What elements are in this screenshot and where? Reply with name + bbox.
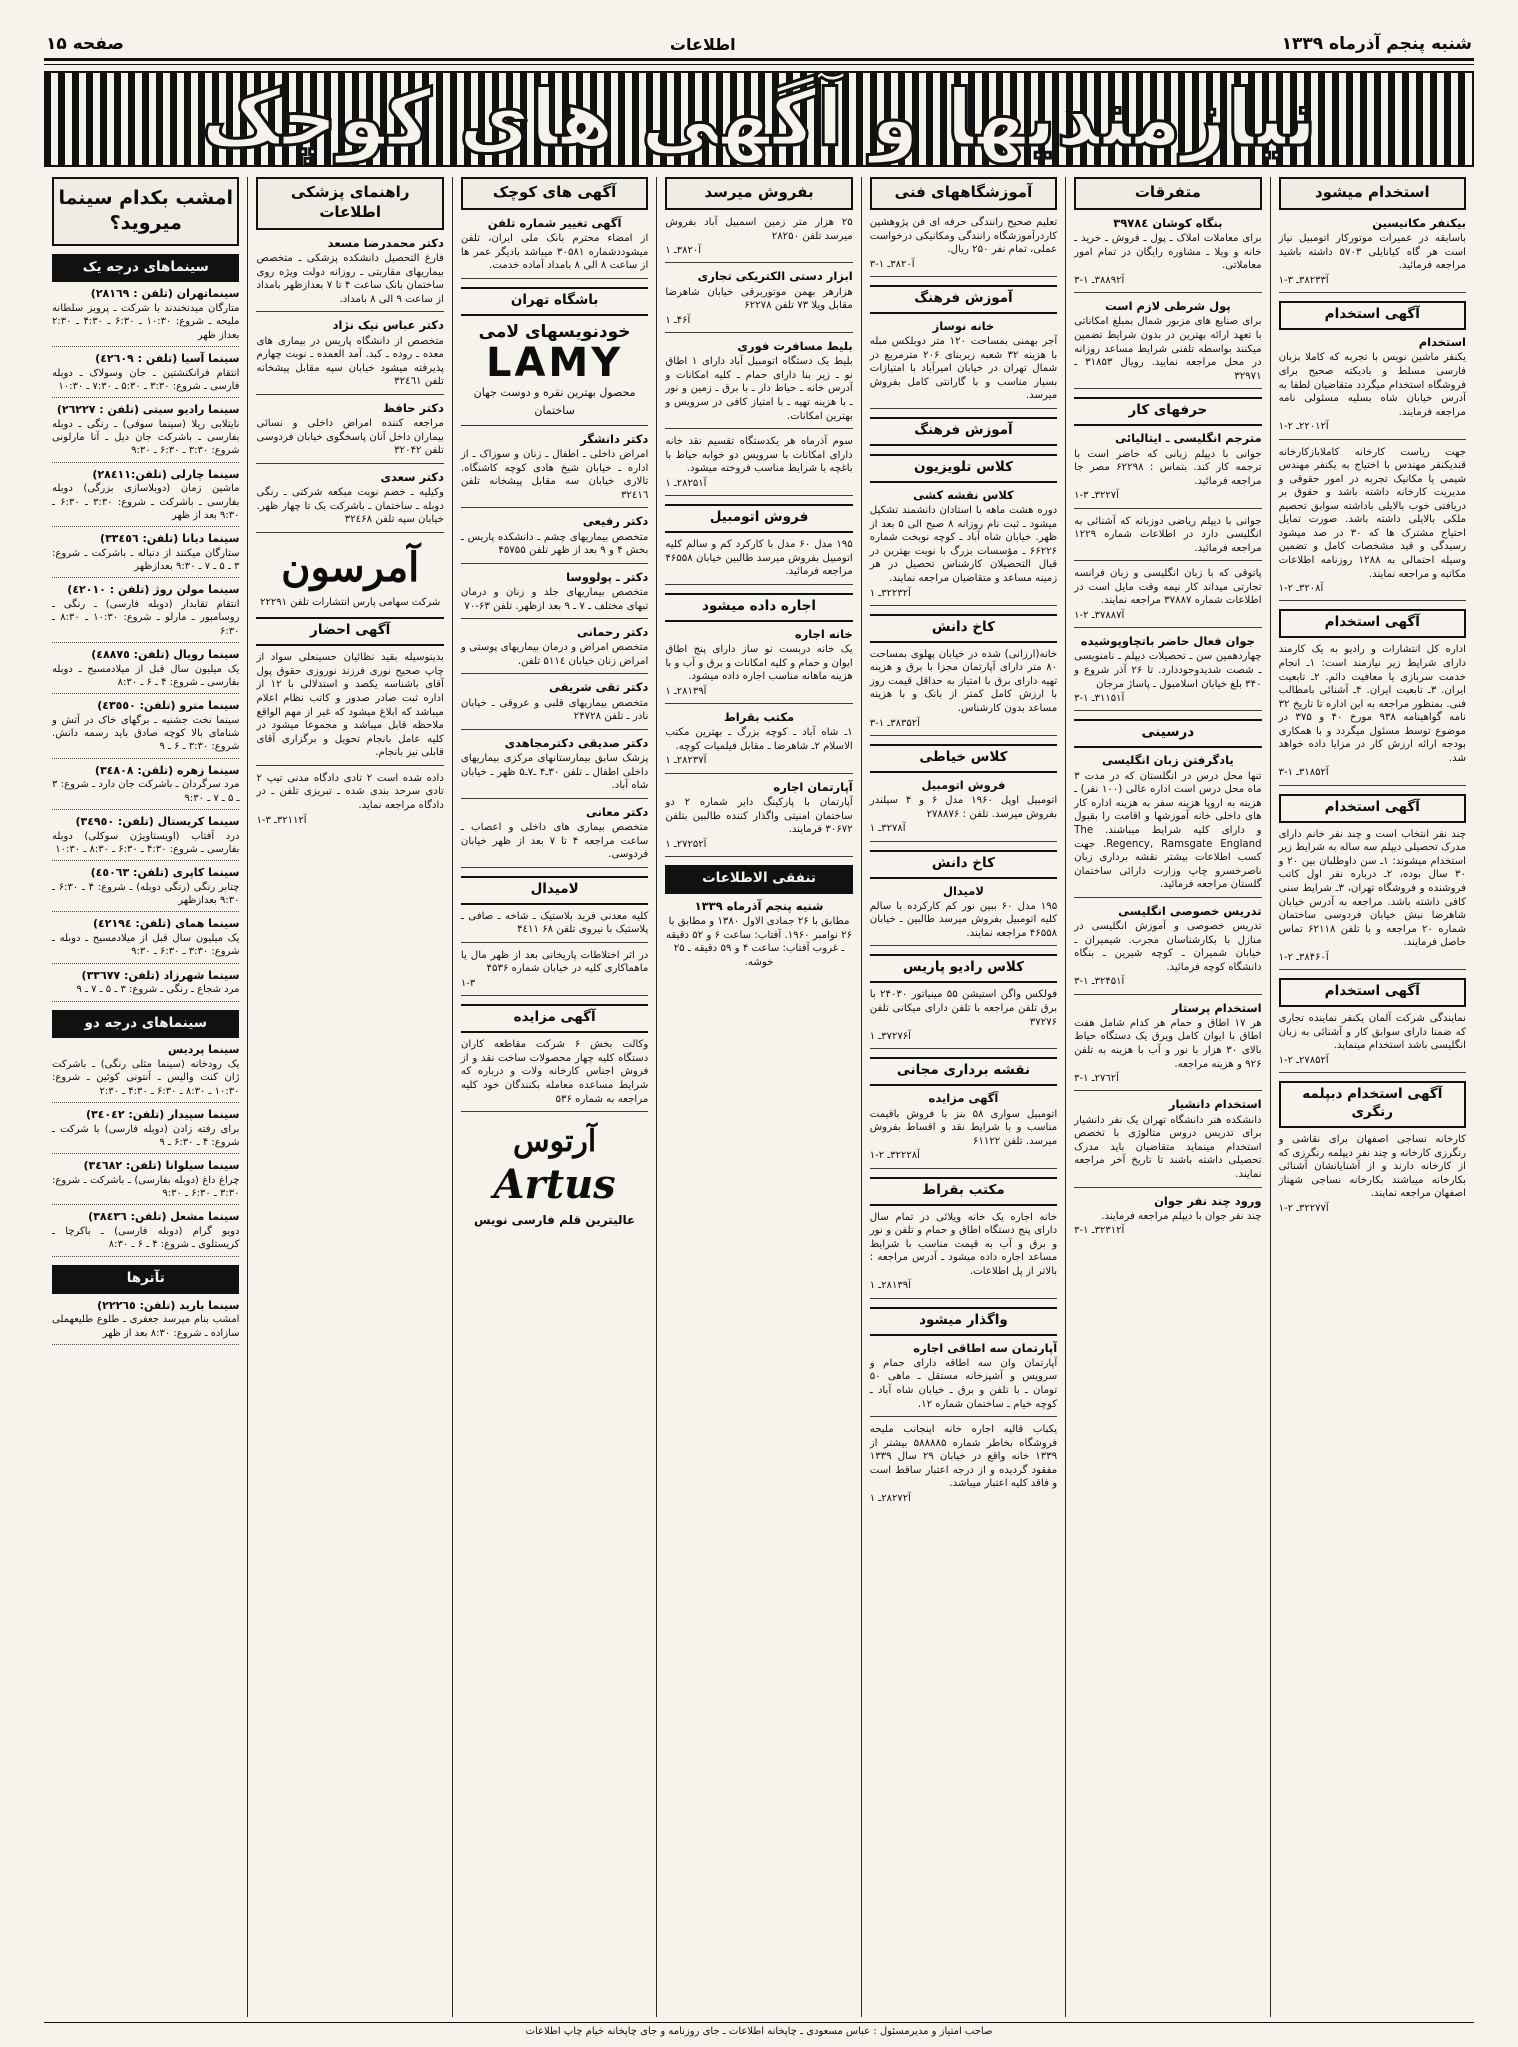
section-heading: کاخ دانش <box>870 614 1057 643</box>
section-heading: سینماهای درجه یک <box>52 254 239 283</box>
classified-ad <box>461 736 648 799</box>
classified-ad <box>870 1341 1057 1418</box>
classified-ad <box>461 949 648 996</box>
ad-code: آ۲۷۲۵۲ـ ۱ <box>665 838 707 850</box>
ameson-subtitle: شرکت سهامی پارس انتشارات تلفن ۲۲۲۹۱ <box>260 597 441 609</box>
classified-ad <box>461 910 648 943</box>
ad-code: آ۳۸۲۳۳ـ ۳-۱ <box>1278 274 1329 286</box>
cinema-name: سینما رادیو سیتی (تلفن : ۲٦٢٢٧) <box>56 403 240 417</box>
theatre-name: سینما بارید (تلفن: ۲۲۲٦٥) <box>97 1298 240 1312</box>
ad-title: آگهی مزایده <box>928 1091 999 1106</box>
page-header <box>0 0 1518 58</box>
doctor-details: متخصص از دانشگاه پاریس در بیماری های معده ـ روده ـ کبد. آمد العمده ـ نوبت چهارم پذیرفته میشود خیابان سپه مقابل پیشخانه تلفن ۳۲٤٦۱ <box>256 335 444 388</box>
section-heading: حرفهای کار <box>1074 397 1261 426</box>
classified-ad <box>870 1091 1057 1168</box>
section-heading: سینماهای درجه دو <box>52 1010 239 1039</box>
banner-title: نیازمندیها و آگهی های کوچک <box>201 74 1317 164</box>
column-cinemas <box>44 177 247 2017</box>
classified-ad <box>1074 1194 1261 1243</box>
ad-title: ابزار دستی الکتریکی تجاری <box>697 269 853 284</box>
classified-ad <box>461 514 648 563</box>
classified-ad <box>665 538 852 585</box>
ad-code: آ۳۸۴۶۰ـ ۲-۱ <box>1278 951 1329 963</box>
cinema-name: سینما کریستال (تلفن: ۳٤٩٥٠) <box>75 814 240 828</box>
ad-title: استخدام دانشیار <box>1168 1097 1262 1112</box>
cinema-showtimes: چراغ داغ (دوبله بفارسی) ـ باشرکت ـ شروع: ۳:۳۰ ـ ۶:۳۰ ـ ۹:۳۰ <box>52 1174 240 1200</box>
ad-code: آ۲۸۲۵۱ـ ۱ <box>665 477 707 489</box>
section-heading: نقشه برداری مجانی <box>870 1057 1057 1086</box>
ad-body: آجر بهمنی بمساحت ۱۲۰ متر دوبلکس مبله با هزینه ۳۲ شعبه زیربنای ۲۰۶ مترمربع در شمال تهران در خیابان امیرآباد با امتیازات بسیار مناسب و با گارانتی کامل بفروش میرسد. <box>869 336 1058 402</box>
classified-ad <box>1074 299 1261 389</box>
ad-code: آ۳۲۲۷ـ ۳-۱ <box>1074 490 1119 502</box>
cinema-showtimes: یک رودخانه (سینما مثلی رنگی) ـ باشرکت ژان کنت والیس ـ آنتونی کوئین ـ شروع: ۱۰:۳۰ ـ ۸:۳۰ ـ ۶:۳۰ ـ ۴:۳۰ ـ ۲:۳۰ <box>52 1059 240 1097</box>
column-small-ads <box>452 177 656 2017</box>
ad-body: متخصص بیماریهای چشم ـ دانشکده پاریس ـ بخش ۴ و ۹ بعد از ظهر تلفن ۴۵۷۵۵ <box>460 531 649 557</box>
cinema-showtimes: مرد سرگردان ـ باشرکت جان دارد ـ شروع: ۳ ـ ۵ ـ ۷ ـ ۹:۳۰ <box>52 779 240 804</box>
cinema-name: سینما مشعل (تلفن: ۳۸٤۳٦) <box>88 1210 240 1224</box>
cinema-name: سینما دیانا (تلفن: ۳۳٤٥٦) <box>100 532 240 546</box>
cinema-name: سینما مولن روژ (تلفن : ٤٢٠١٠) <box>67 583 240 597</box>
ad-body: یک خانه دربست نو ساز دارای پنج اطاق ایوان و حمام و کلیه امکانات و برق و آب و با هزینه ماهانه مناسب اجاره داده میشود. <box>665 644 853 683</box>
classified-ad <box>461 805 648 868</box>
classified-ad <box>870 319 1057 409</box>
section-heading: کلاس تلویزیون <box>870 454 1057 483</box>
ad-code: آ۳۲۰۸ـ ۲-۱ <box>1278 583 1324 595</box>
ad-title: استخدام <box>1418 335 1466 350</box>
doctor-details: مراجعه کننده امراض داخلی و نسائی بیماران داخل آنان پاسخگوی خیابان فردوسی تلفن ۳۲۰۴۲ <box>256 418 444 457</box>
cinema-name: سینما کاپری (تلفن: ٤٥٠٦٣) <box>90 866 240 880</box>
section-heading: راهنمای پزشکی اطلاعات <box>256 177 443 230</box>
ad-body: نمایندگی شرکت آلمان یکنفر نماینده تجاری که ضمنا دارای سوابق کار و آشنائی به زبان انگلیسی باشد استخدام مینماید. <box>1278 1013 1466 1052</box>
section-heading: درسینی <box>1074 719 1261 748</box>
section-heading: آگهی استخدام دبپلمه رتگری <box>1279 1081 1466 1128</box>
cinema-name: سینما سیلوانا (تلفن: ۳٤٦٨٢) <box>83 1159 240 1173</box>
cinema-showtimes: مرد شجاع ـ رنگی ـ شروع: ۳ ـ ۵ ـ ۷ ـ ۹ <box>76 984 240 996</box>
doctor-name: دکتر سعدی <box>380 469 444 484</box>
section-heading: استخدام میشود <box>1279 177 1466 210</box>
cinema-listing <box>52 699 239 759</box>
ad-body: متخصص بیماریهای قلبی و عروقی ـ خیابان نادر ـ تلفن ۲۴۷۲۸ <box>460 697 649 723</box>
cinema-listing <box>52 1159 239 1205</box>
cinema-name: سینماتهران (تلفن : ۲۸۱٦۹) <box>90 287 240 301</box>
cinema-showtimes: یک میلیون سال قبل از میلادمسیح ـ دوبله بفارسی ـ شروع: ۴ ـ ۶ ـ ۸:۳۰ <box>52 663 240 688</box>
ad-body: یکنفر ماشین نویس با تجربه که کاملا بزبان فارسی مسلط و بادیکته صحیح برای فروشگاه استخدام میگردد متقاضیان لطفا به آدرس خیابان شاه بسلیه مسئولی نامه مراجعه فرمایند. <box>1278 352 1466 418</box>
lamy-title-en: LAMY <box>485 340 624 387</box>
ad-title: بیکنفر مکانیسین <box>1372 215 1466 230</box>
ad-code: آ۲۸۲۷۲ـ ۱ <box>869 1492 911 1504</box>
classified-ad <box>461 570 648 619</box>
ad-body: کلیه معدنی فرید بلاستیک ـ شاخه ـ صافی ـ پلاستیک با نیروی تلفن ۶۸ ۴٤۱۱ <box>460 910 649 936</box>
ad-body: جهت ریاست کارخانه کاملابازکارخانه قندیکنفر مهندس با اختیاج به یکنفر مهندس شیمی یا مکانیک تجربه در امور حقوقی و مدیریت کارخانه داشته باشد و حقوق بر دریافتی خوب بالایلی باداشته سوابق تحصیم ملکی بالایلی داشته باشد. صورت تمایل احتیاج مشترک ها که ۳۰ در صد میشود رسیدگی و قید مشخصات کامل و تضمین وسیله احتمالی به ۱۲۸۸ روزنامه اطلاعات مکاتبه و مراجعه نمایند. <box>1278 446 1467 580</box>
classified-ad <box>665 780 852 857</box>
ad-title: خانه اجاره <box>794 626 853 641</box>
section-heading: آگهی استخدام <box>1279 609 1466 638</box>
ad-title: پول شرطی لازم است <box>1105 299 1231 314</box>
ad-body: باسابقه در عمیرات موتورکار اتومبیل نیاز است هر گاه کیانایلی ۵۷۰۳ داشته باشید مراجعه فرمائید. <box>1278 233 1466 272</box>
classified-ad <box>1279 335 1466 439</box>
cinema-listing <box>52 352 239 398</box>
classified-ad <box>870 988 1057 1049</box>
ad-body: در اثر اختلاطات پاریخانی بعد از ظهر مال یا ماهماکاری کلیه در خیابان شماره ۴۵۳۶ <box>460 949 649 975</box>
doctor-details: فارغ التحصیل دانشکده پزشکی ـ متخصص بیماریهای مقاربتی ـ روزانه دولت ویژه روی ساختمان بانک ساعت ۴ تا ۷ بعدازظهر بامداد از ساعت ۹ الی ۸ بامداد. <box>256 253 444 305</box>
cinema-listing <box>52 764 239 810</box>
ad-body: تعلیم صحیح رانندگی حرفه ای فن پژوهشین کاردرآموزشگاه رانندگی ومکانیکی درخواست عملی، تمام نفر ۲۵۰ ریال. <box>869 216 1058 256</box>
ad-body: جوانی با دیپلم ریاضی دوزبانه که آشنائی به انگلیسی دارد در اطلاعات شماره ۱۲۲۹ مراجعه فرمائید. <box>1074 515 1262 554</box>
classified-ad <box>461 216 648 279</box>
ad-code: ۱-۳ <box>460 978 476 990</box>
cinema-listing <box>52 648 239 694</box>
doctor-details: وکیلیه ـ خضم نوبت مبکعه شرکتی ـ رنگی دوبله ـ ساختمان ـ باشرکت یک تا چهار ظهر. خیابان سپه تلفن ۳۲٤۶۸ <box>256 487 444 526</box>
ad-body: فولکس واگن استیشن ۵۵ مینیاتور ۲۴۰۳۰ با برق تلفن مراجعه با تلفن دارای میکانی تلفن ۳۷۲۷۶ <box>869 989 1058 1028</box>
ad-code: آ۳۷۸۸۷ـ ۲-۱ <box>1074 609 1125 621</box>
classified-ad <box>461 680 648 729</box>
ad-body: هزارهر بهمن موتوربرقی خیابان شاهرضا مقابل ویلا ۷۳ تلفن ۶۲۲۷۸ <box>665 286 853 312</box>
cinema-listing <box>52 468 239 528</box>
ad-code: آ۳۲۳۱۲ـ ۱-۳ <box>1074 1225 1125 1237</box>
ad-code: آ۳۲۴۵۱ـ ۱-۳ <box>1074 976 1125 988</box>
classified-ad <box>665 216 852 263</box>
classified-ad <box>1074 634 1261 711</box>
doctor-listing <box>256 236 443 313</box>
theatre-listing <box>52 1299 239 1345</box>
ad-body: بدینوسیله بقید نظائیان حسینعلی سواد از چاپ صحیح نوری فرزند نوروزی حقوق پول آقای باشناسه یکصد و استدلالی با ۱۲ از اداره ثبت صادر صدور و کاتب نظام اعلام میباشد که ابلاغ میشود که غیر از مهم الواقع ملاحظه قابل میباشد و مجموعا میشود در کلیه عامل بانجام تحویل و برگزاری آقای قابلی نیز بانجام. <box>256 652 444 759</box>
classified-ad <box>1279 1133 1466 1220</box>
classified-ad <box>1074 567 1261 628</box>
cinema-name: سینما زهره (تلفن: ۳٤٨٠٨) <box>94 763 240 777</box>
ad-code: آ۳۸۲۰ـ ۱-۳ <box>869 258 915 270</box>
doctor-listing <box>256 318 443 395</box>
classified-ad <box>870 1423 1057 1510</box>
ad-body: چند نفر جوان با دیپلم مراجعه فرمایند. <box>1101 1210 1262 1222</box>
section-heading: متفرقات <box>1074 177 1261 210</box>
cinema-name: سینما شهرزاد (تلفن: ۳۳٦۷۷) <box>81 968 240 982</box>
cinema-showtimes: ستارگان میکنند از دنباله ـ باشرکت ـ شروع: ۳ ـ ۵ ـ ۷ ـ ۹:۳۰ بعدازظهر <box>52 547 240 573</box>
ad-title: یادگرفتن زبان انگلیسی <box>1102 753 1234 768</box>
ad-title: دکتر تقی شریفی <box>548 680 649 695</box>
lamy-sub1: محصول بهترین نقره و دوست جهان <box>473 386 636 400</box>
ad-body: اتومبیل سواری ۵۸ بنز با فروش باقیمت مناسب و با شرایط نقد و اقساط بفروش میرسد. تلفن ۶۱۱۲۲ <box>869 1108 1058 1147</box>
artus-title-fa: آرتوس <box>512 1124 597 1160</box>
ad-body: متخصص بیماریهای جلد و زنان و درمان تبهای مختلف ـ ۷ ـ ۹ بعد ازظهر. تلفن ۶۳-۷۰ <box>460 586 649 612</box>
classified-ad <box>1074 515 1261 562</box>
cinema-showtimes: دویو گرام (دوبله فارسی) ـ باکرچا ـ کریستلوی ـ شروع: ۴ ـ ۶ ـ ۸:۳۰ <box>52 1226 240 1251</box>
section-heading: تنفقی الاطلاعات <box>665 865 852 894</box>
ad-body: دوره هشت ماهه با استادان دانشمند تشکیل میشود ـ ثبت نام روزانه ۸ صبح الی ۵ بعد از ظهر. خیابان شاه آباد ـ کوچه نوبخت شماره ۶۶۲۲۶ ـ مؤسسات بزرگ با نوبت بهترین در قبال التحصیلان کارشناس تحصیل در هر زمینه مساعد و متقاضیان مراجعه نمایند. <box>869 505 1058 584</box>
ad-code: آ۳۸۸۹۲ـ ۱-۳ <box>1074 274 1125 286</box>
ad-code: آ۲۷۸۵۲ـ ۲-۱ <box>1278 1054 1329 1066</box>
doctor-listing <box>256 401 443 464</box>
ad-title: فروش اتومبیل <box>921 777 1006 792</box>
ad-title: دکتر دانشگر <box>580 431 649 446</box>
section-heading: لامیدال <box>461 876 648 905</box>
ad-title: مترجم انگلیسی ـ ایتالیائی <box>1115 431 1262 446</box>
ad-code: آ۳۱۸۵۲ـ ۱-۳ <box>1278 767 1329 779</box>
classified-ad <box>461 625 648 674</box>
section-heading: مکتب بقراط <box>870 1177 1057 1206</box>
ad-body: خانه اجاره یک خانه ویلائی در تمام سال دارای پنج دستگاه اطاق و حمام و تلفن و نور و برق و آب به قیمت مناسب با شرایط مساعد اجاره داده میشود ـ آدرس مراجعه : بالاتر از پل اطلاعات. <box>869 1211 1058 1277</box>
cinema-name: سینما مترو (تلفن: ٤٣٥٥٠) <box>97 699 240 713</box>
almanac-date: شنبه پنجم آذرماه ۱۳۳۹ <box>694 898 824 913</box>
section-heading: آگهی مزایده <box>461 1004 648 1033</box>
column-education <box>861 177 1065 2017</box>
cinema-listing <box>52 917 239 963</box>
classified-ad <box>665 627 852 704</box>
ad-title: جوان فعال حاضر باتچاوپوشیده <box>1080 634 1255 649</box>
classified-ad <box>1074 431 1261 508</box>
ad-body: از امضاء محترم بانک ملی ایران، تلفن میشوددشماره ۳۰۵۸۱ میباشد بادیگر عمر ها از ساعت ۸ الی ۸ بامداد آماده خدمت. <box>460 233 649 272</box>
classified-ad <box>870 488 1057 606</box>
classified-ad <box>870 884 1057 947</box>
classified-ad <box>1074 1097 1261 1187</box>
cinema-listing <box>52 866 239 912</box>
ad-title: تدریس خصوصی انگلیسی <box>1118 903 1262 918</box>
ameson-title: آمرسون <box>281 543 420 591</box>
artus-title-en: Artus <box>493 1160 616 1208</box>
ad-title: دکتر رحمانی <box>576 625 649 640</box>
ad-title: خانه نوساز <box>932 318 995 333</box>
ad-body: بلیط یک دستگاه اتومبیل آباد دارای ۱ اطاق نو ـ زیر بنا دارای حمام ـ کلیه امکانات و آدرس خانه ـ حیاط دار ـ با برق ـ زمین و نور ـ با هزینه تهیه ـ با امتیاز کافی در سرویس و بهترین امکانات. <box>665 356 853 422</box>
classified-ad <box>461 1038 648 1112</box>
ad-body: آپارتمان با پارکینگ دایر شماره ۲ دو ساختمان امنیتی واگذار کننده طالبین بتلفن ۳۰۶۷۲ فرمایند. <box>665 796 853 836</box>
classified-ad <box>870 778 1057 842</box>
ad-body: برای صنایع های مزبور شمال بمبلغ امکاناتی با تعهد ارائه بهترین در بدون شرایط تضمین میکنند بواسطه تلفنی شرایط مساعد روزانه در محل مراجعه نمایید. رویال ۳۱۸۵۳ ـ ۳۲۹۷۱ <box>1074 316 1262 382</box>
header-page-number: صفحه ۱۵ <box>46 34 124 54</box>
classified-ad <box>665 710 852 774</box>
cinema-name: سینما رویال (تلفن: ٤٨٨٧٥) <box>91 647 240 661</box>
section-heading: فروش اتومبیل <box>665 504 852 533</box>
cinema-showtimes: سینما نخت جشنیه ـ برگهای خاک در آتش و شنامای بالا کوچه صادق باید رسمه دانش. شروع: ۳:۳۰ ـ ۶ ـ ۹ <box>52 714 240 753</box>
ad-title: دکتر ـ پولووسا <box>566 569 649 584</box>
classified-ad <box>1279 1012 1466 1073</box>
ad-body: امراض داخلی ـ اطفال ـ زنان و سوزاک ـ از اداره ـ خیابان شیخ هادی کوچه کاشنگاه. تالاری خیابان سه مقابل پیشخانه تلفن ۳۲٤۱٦ <box>460 449 649 501</box>
ad-body: ۲۵ هزار متر زمین اسمبیل آباد بفروش میرسد تلفن ۲۸۲۵۰ <box>665 216 853 242</box>
classifieds-banner <box>44 71 1474 167</box>
section-heading: آگهی استخدام <box>1279 301 1466 330</box>
section-heading: آموزشگاههای فنی <box>870 177 1057 210</box>
header-date: شنبه پنجم آذرماه ۱۳۳۹ <box>1281 34 1472 54</box>
section-heading: آگهی استخدام <box>1279 794 1466 823</box>
classified-ad <box>1279 828 1466 970</box>
ad-code: آ۳۸۳۵۲ـ ۱-۳ <box>869 717 920 729</box>
almanac-block <box>665 899 852 975</box>
ad-title: آپارتمان سه اطاقی اجاره <box>913 1340 1058 1355</box>
ad-body: چند نفر انتخاب است و چند نفر خانم دارای مدرک تحصیلی دیپلم سه ساله به شرایط زیر استخدام میشوند: ۱ـ سن داوطلبان بین ۲۰ و ۳۰ سال بوده، ۲ـ درباره نفر اول کاتب فروشنده و فروشگاه تهران، ۳ـ شرایط سنی کافی داشته باشد. مراجعه به آدرس خیابان شاهرضا نبش خیابان فردوسی ساختمان شماره ۲۰ مراجعه و با تلفن ۶۲۱۱۸ تماس حاصل فرمایند. <box>1278 828 1466 949</box>
cinema-listing <box>52 532 239 578</box>
section-heading: اجاره داده میشود <box>665 593 852 622</box>
lamy-advertisement <box>461 321 648 426</box>
ad-body: متخصص امراض و درمان بیماریهای پوستی و امراض زنان خیابان ۵۱۱٤ تلفن. <box>460 642 649 667</box>
section-heading: کلاس رادیو پاریس <box>870 954 1057 983</box>
ad-title: دکتر رفیعی <box>582 514 649 529</box>
cinema-showtimes: ماشین زمان (دوبلاسازی بزرگی) دوبله بفارسی ـ باشرکت ـ شروع: ۳:۳۰ ـ ۶:۳۰ ـ ۹:۳۰ بعد از ظهر <box>52 483 240 521</box>
classified-ad <box>870 648 1057 736</box>
ad-body: آپارتمان وان سه اطاقه دارای حمام و سرویس و آشپزخانه مستقل ـ ماهی ۵۰ تومان ـ با تلفن و برق ـ خیابان شاه آباد ـ کوچه خیام ـ ساختمان شماره ۱۲. <box>869 1357 1058 1410</box>
ad-body: دانشکده هنر دانشگاه تهران یک نفر دانشیار برای تدریس دروس متالوژی با تخصص استخدام مینماید متقاضیان باید مدرک تحصیلی داشته باشند تا تاریخ آخر مراجعه نمایند. <box>1074 1114 1262 1180</box>
ad-code: آ۳۸۲۰ـ ۱ <box>665 245 702 257</box>
section-heading: بفروش میرسد <box>665 177 852 210</box>
cinema-name: سینما همای (تلفن: ٤٢١٩٤) <box>92 917 240 931</box>
ad-body: متخصص بیماری های داخلی و اعصاب ـ ساعت مراجعه ۴ تا ۷ بعد از ظهر خیابان فردوسی. <box>460 822 649 861</box>
cinema-name: سینما آسیا (تلفن : ٤٢٦٠٩) <box>95 352 240 365</box>
page-footer: صاحب امتیاز و مدیرمسئول : عباس مسعودی ـ چاپخانه اطلاعات ـ جای روزنامه و جای چاپخانه خیام چاپ اطلاعات <box>44 2022 1474 2037</box>
ad-body: برای معاملات املاک ـ پول ـ فروش ـ خرید ـ خانه و ویلا ـ مشاوره رایگان در تمام امور معاملاتی. <box>1074 233 1262 272</box>
cinema-showtimes: درد آفتاب (اویستاویژن سوکلی) دوبله بفارسی ـ شروع: ۴:۳۰ ـ ۶:۳۰ ـ ۸:۳۰ ـ ۱۰:۳۰ <box>52 830 240 855</box>
classified-ad <box>256 772 443 832</box>
ad-body: کارخانه نساجی اصفهان برای نقاشی و رنگرزی کارخانه و چند نفر دیپلمه رنگرزی که از کارخانه دارند و از آشنایانشان آشنائی بکارخانه میباشند بکارخانه نساجی شهناز اصفهان مراجعه نمایند. <box>1278 1133 1466 1200</box>
doctor-name: دکتر حافظ <box>382 400 444 415</box>
classified-ad <box>256 651 443 766</box>
ad-title: آپارتمان اجاره <box>773 779 853 794</box>
classified-ad <box>870 216 1057 277</box>
lamy-title-fa: خودنویسهای لامی <box>478 321 631 342</box>
cinema-showtimes: انتقام تقابدار (دوبله فارسی) ـ رنگی ـ روسامبور ـ مارلو ـ شروع: ۱۰:۳۰ ـ ۸:۳۰ ـ ۶:۳۰ <box>52 599 240 637</box>
ad-body: سوم آذرماه هر یکدستگاه تقسیم نقد خانه دارای امکانات با سرویس دو خوابه حیاط با باغچه با شرایط مناسب فروخته میشود. <box>665 436 853 475</box>
section-heading: آموزش فرهنگ <box>870 417 1057 446</box>
ad-code: آ۳۲۲۳۲ـ ۱ <box>869 587 911 599</box>
ad-body: جوانی با دیپلم زبانی که حاضر است با ترجمه کار کند. بتماس : ۶۲۲۹۸ مصر جا مراجعه فرمائید. <box>1074 448 1262 487</box>
section-heading: تآترها <box>52 1265 239 1294</box>
classified-ad <box>870 1211 1057 1299</box>
lamy-sub2: ساختمان <box>534 404 575 418</box>
column-employment <box>1270 177 1474 2017</box>
cinema-listing <box>52 287 239 347</box>
cinema-name: سینما پردیس <box>168 1043 240 1057</box>
section-heading: کلاس خیاطی <box>870 744 1057 773</box>
ad-body: اداره کل انتشارات و رادیو به یک کارمند دارای شرایط زیر نیازمند است: ۱ـ انجام خدمت سربازی یا معافیت دائم. ۲ـ تابعیت ایران. ۳ـ تابعیت ایران. ۴ـ آشنائی بامطالب فنی. بمنظور مراجعه به این اداره تا تاریخ ۳۲ نامه گواهینامه ۹۳۸ مورخ ۴۰ و ۳۷۵ در موضوع توسط مسئول میگردد و با همکاری بودجه ارائه ارزش کار در مزایا داده خواهد شد. <box>1278 644 1467 764</box>
artus-subtitle: عالیترین قلم فارسی نویس <box>474 1213 636 1228</box>
cinema-showtimes: انتقام فرانکنشتین ـ جان وسولاک ـ دوبله فارسی ـ شروع: ۳:۳۰ ـ ۵:۳۰ ـ ۷:۳۰ ـ ۱۰:۳۰ <box>52 367 240 392</box>
section-heading: کاخ دانش <box>870 850 1057 879</box>
ad-body: ۱۹۵ مدل ۶۰ ببین نور کم کارکرده با سالم کلیه اتومبیل بفروش میرسد طالبین ـ خیابان ۴۶۵۵۸ مراجعه نمایند. <box>869 900 1058 939</box>
ad-body: ۱ـ شاه آباد ـ کوچه بزرگ ـ بهترین مکتب الاسلام ۲ـ شاهرضا ـ مقابل فیلمیات کوچه. <box>665 727 853 752</box>
classified-ad <box>461 432 648 509</box>
cinema-showtimes: برای رفته زادن (دوبله فارسی) با شرکت ـ شروع: ۴ ـ ۶:۳۰ ـ ۹ <box>52 1123 240 1148</box>
classified-ad <box>1074 1001 1261 1092</box>
ad-code: آ۳۲۱۱۲ـ ۳-۱ <box>256 814 307 826</box>
ameson-advertisement <box>256 541 443 609</box>
classified-ad <box>1074 216 1261 293</box>
doctor-name: دکتر محمدرضا مسعد <box>327 235 444 250</box>
cinema-showtimes: چتابر رنگی (رنگی دوبله) ـ شروع: ۴ ـ ۶:۳۰ ـ ۹:۳۰ بعدازظهر <box>52 881 240 907</box>
ad-title: کلاس نقشه کشی <box>913 487 1014 502</box>
ad-code: آ۳۲۲۷۷ـ ۲-۱ <box>1278 1202 1329 1214</box>
section-heading: واگذار میشود <box>870 1307 1057 1336</box>
ad-body: هر ۱۷ اطاق و حمام هر کدام شامل هفت اطاق با ایوان کامل ویرق یک دستگاه حیاط بالای ۳۰ هزار با نور و آب با هزینه به تلفن ۹۲۶ و هزینه مراجعه. <box>1074 1017 1262 1070</box>
ad-code: آ۳۷۲۷۶ـ ۱ <box>869 1031 911 1043</box>
ad-body: چهاردهمین سن ـ تحصیلات دیپلم ـ نامنویسی ـ شصت شدیدوجوددارد. تا ۲۶ آذر شروع و ۳۴۰ بلغ خیابان اسلامبول ـ پاساژ مرجان <box>1074 651 1262 690</box>
classified-ad <box>1074 753 1261 897</box>
ad-body: ۱۹۵ مدل ۶۰ مدل با کارکرد کم و سالم کلیه اتومبیل بفروش میرسد طالبین خیابان ۴۶۵۵۸ مراجعه فرمائید. <box>665 539 853 578</box>
section-heading: باشگاه تهران <box>461 287 648 316</box>
theatre-showtimes: امشب بنام میرسد جعفری ـ طلوع طلیعهملی سازاده ـ شروع: ۸:۳۰ بعد از ظهر <box>52 1314 240 1339</box>
ad-code: آ۳۱۱۵۱ـ ۱-۳ <box>1074 693 1125 705</box>
classified-ad <box>665 435 852 496</box>
cinema-listing <box>52 815 239 861</box>
ad-code: آ۲۷٦۲ـ ۱-۳ <box>1074 1073 1119 1085</box>
ad-title: دکتر معانی <box>585 804 649 819</box>
classified-ad <box>665 339 852 429</box>
artus-advertisement <box>461 1122 648 1229</box>
ad-body: تنها محل درس در انگلستان که در مدت ۳ ماه محل درس است اداره عالی (۱۰۰ نفر) ـ هزینه به اروپا هزینه سفر به هزینه اداره کار های داخلی خانه آموزشها و اقامت را بقبول و دارای کلیه شرایط میباشند. The Regency, Ramsgate England. جهت کسب اطلاعات بیشتر نقشه برداری زبان ناصرخسرو چاپ وزارت دارائی ساختمان گلستان مراجعه فرمائید. <box>1074 770 1262 891</box>
section-heading: آموزش فرهنگ <box>870 285 1057 314</box>
ad-code: آ۲۲۰۱۲ـ ۲-۱ <box>1278 421 1329 433</box>
header-paper-name: اطلاعات <box>669 35 736 54</box>
columns-container <box>44 177 1474 2017</box>
ad-title: دکتر صدیقی دکترمجاهدی <box>504 735 649 750</box>
ad-code: آ۲۸۱۳۹ـ ۱ <box>665 685 707 697</box>
ad-code: آ۲۸۲۳۷ـ ۱ <box>665 755 707 767</box>
cinema-showtimes: نایتلابی ریلا (سینما سوفی) ـ رنگی ـ دوبله بفارسی ـ باشرکت جان دیل ـ آنا مارلونی شروع: ۳:۳۰ ـ ۶:۳۰ ـ ۹:۳۰ <box>52 418 240 457</box>
ad-title: آگهی تغییر شماره تلفن <box>487 215 622 230</box>
ad-body: داده شده است ۲ تادی دادگاه مدنی تیپ ۲ تادی سرحد بندی شده ـ تبریزی تلفن ـ در دادگاه مراجعه نماید. <box>256 772 444 811</box>
ad-code: آ۳۲۲۲۸ـ ۲-۱ <box>869 1150 920 1162</box>
ad-body: یکباب قالیه اجاره خانه اینجانب ملیحه فروشگاه بخاطر شماره ۵۸۸۸۸۵ بیشتر از ۱۳۳۹ خانه واقع در خیابان ۲۹ سال ۱۳۳۹ مفقود گردیده و از درجه اعتبار ساقط است و فاقد کلیه اعتبار میباشد. <box>869 1424 1058 1490</box>
ad-title: بنگاه کوشان ۳۹۷۸٤ <box>1113 215 1223 230</box>
doctor-listing <box>256 470 443 533</box>
classified-ad <box>1279 446 1466 602</box>
column-forsale <box>656 177 860 2017</box>
ad-code: آ۲۸۱۳۹ـ ۱ <box>869 1280 911 1292</box>
ad-title: استخدام پرستار <box>1171 1000 1262 1015</box>
section-heading: آگهی استخدام <box>1279 978 1466 1007</box>
ad-body: خانه(ارزانی) شده در خیابان پهلوی بمساحت ۸۰ متر دارای آپارتمان مجزا با برق و هزینه تهیه دارای برق با امتیاز به حداقل قیمت روز با ارزش کامل کمتر از بانک و با هزینه مساعد بدون کارشناس. <box>869 648 1058 715</box>
header-rule <box>44 58 1474 65</box>
column-misc <box>1065 177 1269 2017</box>
column-medical-guide <box>247 177 451 2017</box>
classified-ad <box>1074 904 1261 995</box>
ad-title: بلیط مسافرت فوری <box>737 339 853 354</box>
cinema-showtimes: متارگان میدنخندند با شرکت ـ پرویز سلطانه ملیحه ـ شروع: ۱۰:۳۰ ـ ۶:۳۰ ـ ۴:۳۰ ـ ۲:۳۰ بعداز ظهر <box>52 303 240 341</box>
ad-title: لامیدال <box>942 883 984 898</box>
ad-body: پاتوقی که با زبان انگلیسی و زبان فرانسه تجارتی میداند کار نیمه وقت مایل است در اطلاعات شماره ۳۷۸۸۷ مراجعه نمایند. <box>1074 568 1262 607</box>
cinema-listing <box>52 969 239 1002</box>
ad-body: پزشک سابق بیمارستانهای مرکزی بیماریهای داخلی اطفال ـ تلفن ۳۰ـ۴ ـ۷ـ۵ ظهر ـ خیابان شاه آباد. <box>460 753 649 792</box>
classified-ad <box>1279 216 1466 293</box>
section-heading: آگهی های کوچک <box>461 177 648 210</box>
cinema-question-heading: امشب بکدام سینما میروید؟ <box>52 177 239 246</box>
ad-title: مکتب بقراط <box>723 710 795 724</box>
almanac-body: مطابق با ۲۶ جمادی الاول ۱۳۸۰ و مطابق با ۲۶ نوامبر ۱۹۶۰. آفتاب: ساعت ۶ و ۵۲ دقیقه ـ غروب آفتاب: ساعت ۴ و ۵۹ دقیقه ـ ۲۵ خوشه. <box>665 916 853 968</box>
cinema-name: سینما چارلی (تلفن:۲۸٤۱۱) <box>92 467 240 481</box>
doctor-name: دکتر عباس نیک نژاد <box>332 318 444 333</box>
section-heading: آگهی احضار <box>256 617 443 646</box>
classified-ad <box>665 269 852 333</box>
cinema-showtimes: یک میلیون سال قبل از میلادمسیح ـ دوبله ـ شروع: ۳:۳۰ ـ ۶:۳۰ ـ ۹:۳۰ <box>52 933 240 958</box>
cinema-listing <box>52 1210 239 1256</box>
ad-body: تدریس خصوصی و آموزش انگلیسی در منازل با بکارشناسان مجرب. شیمیران ـ خیابان شمیران ـ کوچه شیرین ـ بنگاه دانشگاه کوچه فرمائید. <box>1074 921 1262 973</box>
ad-title: ورود چند نفر جوان <box>1154 1193 1262 1208</box>
cinema-listing <box>52 1108 239 1154</box>
ad-body: وکالت بخش ۶ شرکت مقاطعه کاران دستگاه کلیه چهار محصولات ساخت نقد و از فروش اجناس کارخانه ولات و درباره که شرایط مساعده معامله بکنندگان خود کلیه مراجعه به شماره ۵۳۶ <box>460 1039 649 1105</box>
cinema-name: سینما سپیدار (تلفن: ۳٤٠٤٢) <box>85 1107 240 1121</box>
cinema-listing <box>52 403 239 463</box>
cinema-listing <box>52 1043 239 1103</box>
ad-body: اتومبیل اوپل ۱۹۶۰ مدل ۶ و ۴ سیلندر بفروش میرسد. تلفن : ۲۷۸۸۷۶ <box>869 795 1058 820</box>
ad-code: آ۳۲۷۸ـ ۱ <box>869 823 906 835</box>
cinema-listing <box>52 583 239 643</box>
ad-code: آ۴۶ـ ۱ <box>665 314 691 326</box>
classified-ad <box>1279 643 1466 785</box>
